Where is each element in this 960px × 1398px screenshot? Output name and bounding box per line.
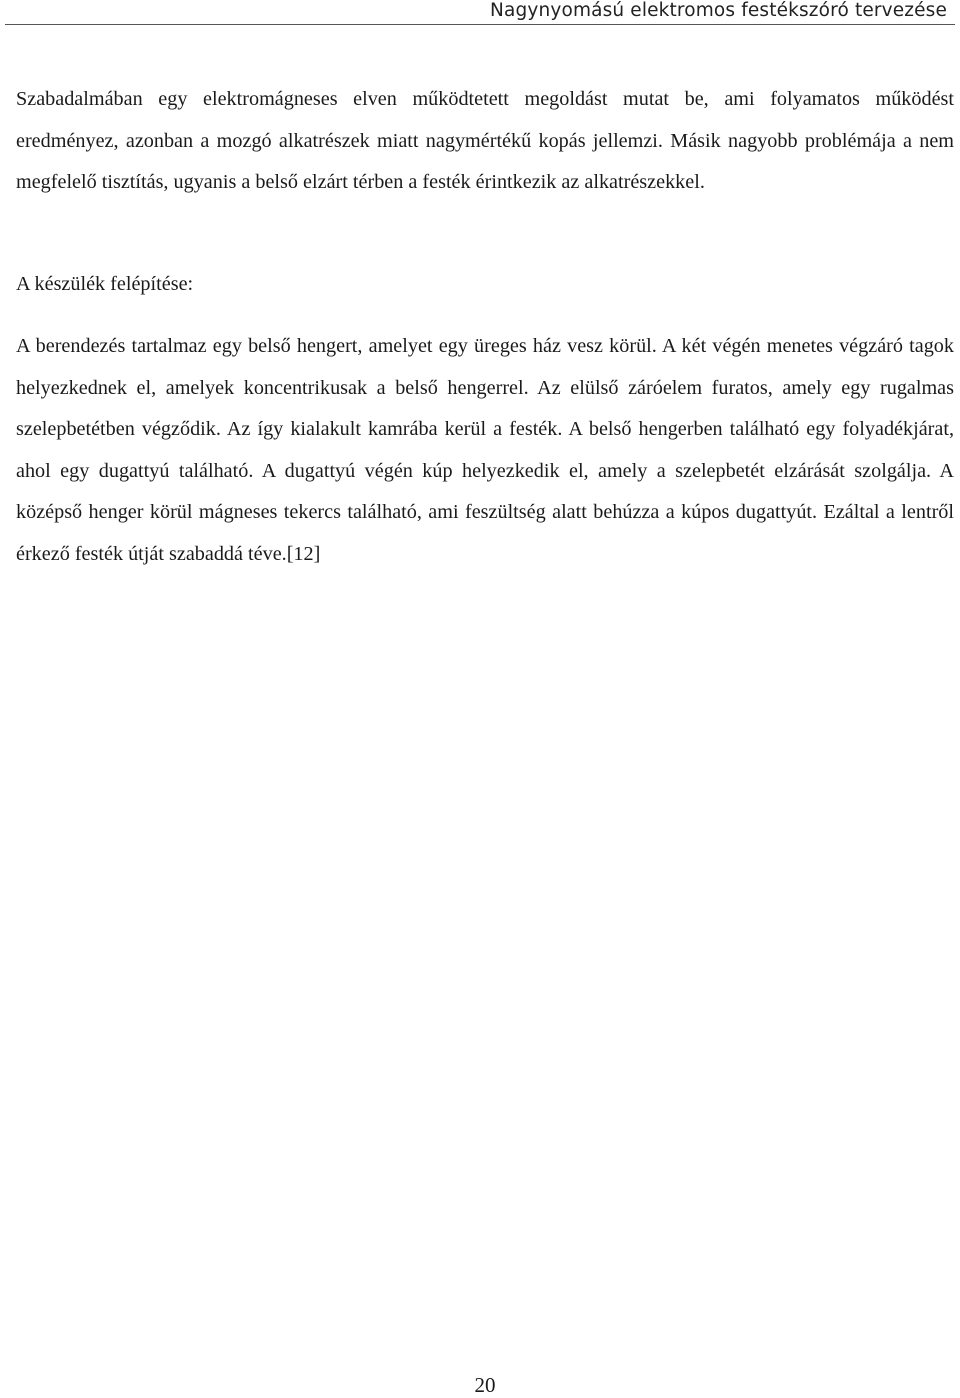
section-label: A készülék felépítése: [16, 273, 194, 295]
body-paragraph-1: Szabadalmában egy elektromágneses elven működtetett megoldást mutat be, ami folyamatos működést eredményez, azonban a mozgó alkatrészek miatt nagymértékű kopás jellemzi. Másik nagyobb problémája a nem megfelelő tisztítás, ugyanis a belső elzárt térben a festék érintkezik az alkatrészekkel. [16, 88, 954, 193]
header-divider [5, 24, 955, 25]
body-paragraph-2: A berendezés tartalmaz egy belső hengert, amelyet egy üreges ház vesz körül. A két végén menetes végzáró tagok helyezkednek el, amelyek koncentrikusak a belső hengerrel. Az elülső záróelem furatos, amely egy rugalmas szelepbetétben végződik. Az így kialakult kamrába kerül a festék. A belső hengerben található egy folyadékjárat, ahol egy dugattyú található. A dugattyú végén kúp helyezkedik el, amely a szelepbetét elzárását szolgálja. A középső henger körül mágneses tekercs található, ami feszültség alatt behúzza a kúpos dugattyút. Ezáltal a lentről érkező festék útját szabaddá téve.[12] [16, 335, 954, 565]
page-number: 20 [474, 1373, 496, 1397]
running-header: Nagynyomású elektromos festékszóró tervezése [490, 0, 947, 21]
